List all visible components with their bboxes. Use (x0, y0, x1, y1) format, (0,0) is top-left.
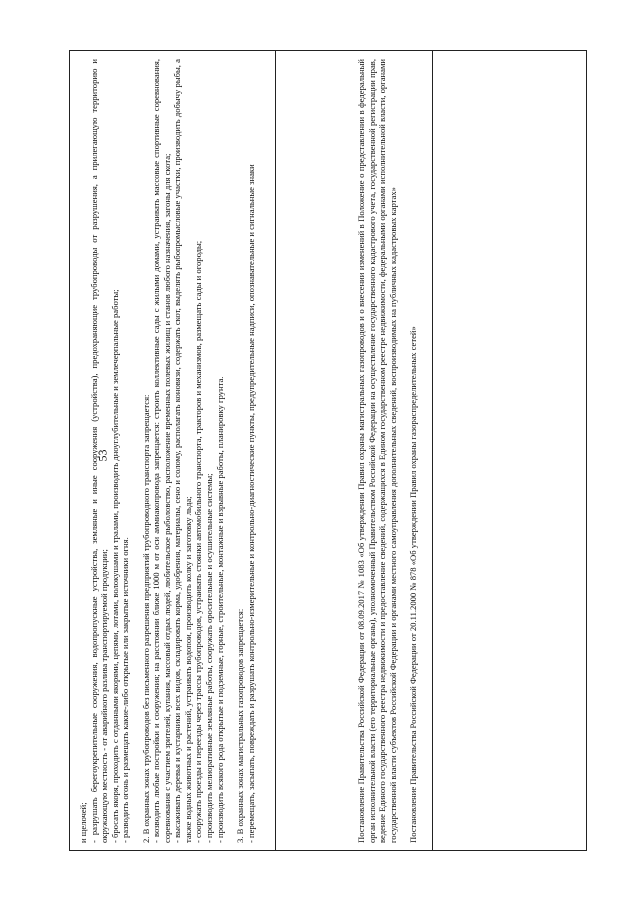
middle-line: - бросать якоря, проходить с отданными якорями, цепями, лотами, волокушами и тралами, производить дноуглубительные и землечерпальные работы; (109, 289, 120, 843)
middle-line: - сооружать проезды и переезды через трассы трубопроводов, устраивать стоянки автомобильного транспорта, тракторов и механизмов, размещать сады и огороды; (193, 240, 204, 843)
middle-line: - перемещать, засыпать, повреждать и разрушать контрольно-измерительные и контрольно-диагностические пункты, предупредительные надписи, опознавательные и сигнальные знаки (245, 164, 256, 843)
column-divider-left (275, 51, 276, 850)
middle-line: - производить всякого рода открытые и подземные, горные, строительные, монтажные и взрывные работы, планировку грунта. (214, 376, 225, 843)
middle-line: и щелочей; (78, 802, 88, 843)
column-right-text (356, 59, 502, 843)
middle-line: - разводить огонь и размещать какие-либо открытые или закрытые источники огня. (120, 537, 131, 843)
middle-line: 3. В охранных зонах магистральных газопроводов запрещается: (235, 608, 246, 843)
document-table (69, 50, 587, 851)
middle-line: - высаживать деревья и кустарники всех видов, складировать корма, удобрения, материалы, сено и солому, располагать коновязи, содержать скот, выделять рыбопромысловые участки, производить добычу рыбы, а также водных животных и растений, устраивать водопои, производить колку и заготовку льда; (172, 59, 193, 843)
page-number: 53 (95, 449, 110, 461)
middle-line: 2. В охранных зонах трубопроводов без письменного разрешения предприятий трубопроводного транспорта запрещается: (140, 394, 151, 843)
middle-line: - разрушать берегоукрепительные сооружения, водопропускные устройства, земляные и иные сооружения (устройства), предохраняющие трубопроводы от разрушения, а прилегающую территорию и окружающую местность - от аварийного разлива транспортируемой продукции; (88, 59, 110, 843)
column-middle-text (78, 59, 256, 843)
middle-line: - производить мелиоративные земляные работы, сооружать оросительные и осушительные системы; (204, 473, 215, 843)
right-line: Постановление Правительства Российской Федерации от 20.11.2000 № 878 «Об утверждении Правил охраны газораспределительных сетей» (408, 326, 419, 843)
middle-line: - возводить любые постройки и сооружения; на расстоянии ближе 1000 м от оси аммиакопровода запрещается: строить коллективные сады с жилыми домами, устраивать массовые спортивные соревнования, соревнования с участием зрителей, купания, массовый отдых людей, любительское рыболовство, расположение временных полевых жилищ и станов любого назначения, загоны для скота; (151, 59, 172, 843)
right-line: Постановление Правительства Российской Федерации от 08.09.2017 № 1083 «Об утверждении Правил охраны магистральных газопроводов и о внесении изменений в Положение о представлении в федеральный орган исполнительной власти (его территориальные органы), уполномоченный Правительством Российской Федерации на осуществление государственного кадастрового учета, государственной регистрации прав, ведение Единого государственного реестра недвижимости и предоставление сведений, содержащихся в Едином государственном реестре недвижимости, федеральными органами исполнительной власти, органами государственной власти субъектов Российской Федерации и органами местного самоуправления дополнительных сведений, воспроизводимых на публичных кадастровых картах» (356, 59, 398, 843)
